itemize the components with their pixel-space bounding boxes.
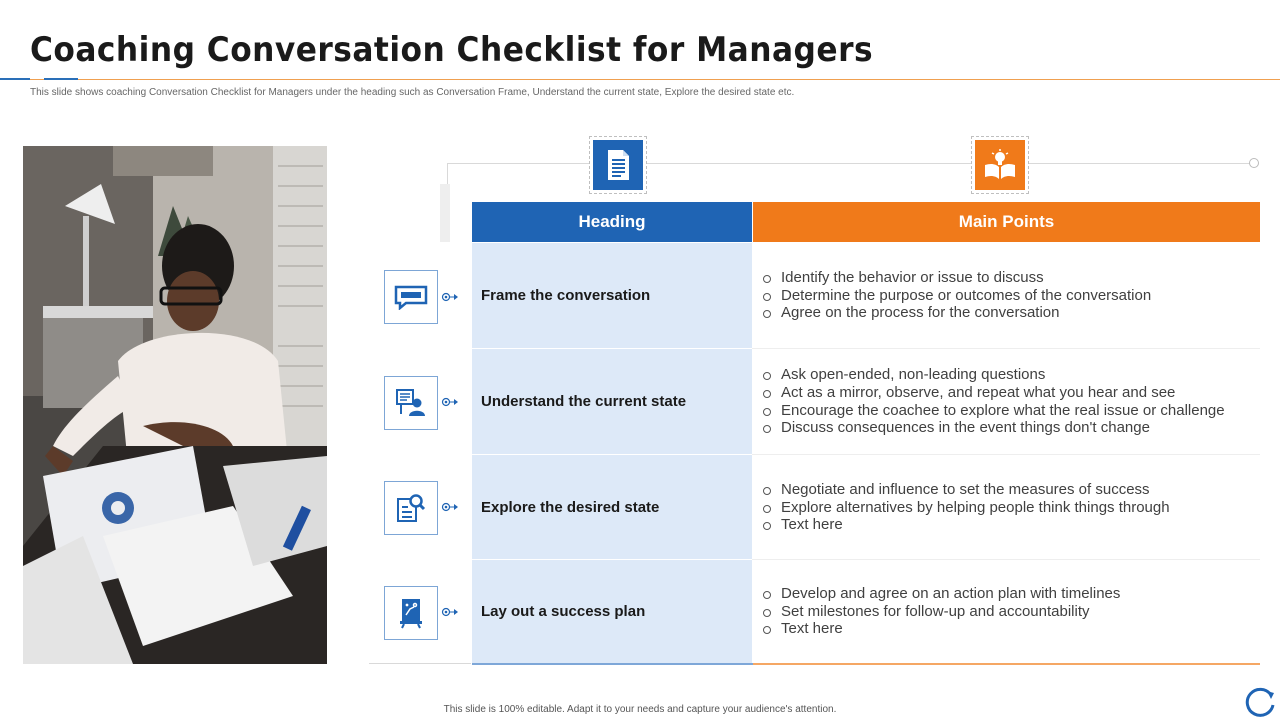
slide-footer: This slide is 100% editable. Adapt it to your needs and capture your audience's attention. <box>443 704 837 715</box>
slide-subtitle: This slide shows coaching Conversation Checklist for Managers under the heading such as Conversation Frame, Understand the current state, Explore the desired state etc. <box>30 87 795 98</box>
point-item: Identify the behavior or issue to discuss <box>762 269 1151 287</box>
frame-bottom-line <box>369 663 471 664</box>
point-item: Agree on the process for the conversation <box>762 304 1151 322</box>
table-bottom-border-orange <box>753 663 1260 665</box>
row-points <box>753 455 1260 560</box>
row-connector-icon <box>441 607 459 617</box>
title-divider <box>0 79 1280 80</box>
heading-column-icon <box>589 136 647 194</box>
frame-top-line <box>447 163 1253 164</box>
point-item: Develop and agree on an action plan with timelines <box>762 585 1120 603</box>
table-bottom-border-blue <box>472 663 753 665</box>
column-header-main-points: Main Points <box>753 202 1260 242</box>
row-points <box>753 349 1260 454</box>
document-icon <box>603 148 633 182</box>
woman-writing-photo <box>23 146 327 664</box>
table-row <box>472 560 1260 663</box>
row-connector-icon <box>441 502 459 512</box>
title-accent-left <box>0 78 30 80</box>
frame-end-dot <box>1249 158 1259 168</box>
book-idea-icon <box>983 149 1017 181</box>
row-icon-frame <box>384 376 438 430</box>
point-item: Negotiate and influence to set the measures of success <box>762 481 1170 499</box>
table-row <box>472 243 1260 348</box>
presenter-icon <box>395 388 427 418</box>
point-item: Encourage the coachee to explore what the real issue or challenge <box>762 402 1225 420</box>
point-item: Act as a mirror, observe, and repeat what you hear and see <box>762 384 1225 402</box>
row-icon-frame <box>384 481 438 535</box>
row-connector-icon <box>441 292 459 302</box>
row-connector-icon <box>441 397 459 407</box>
row-points <box>753 560 1260 663</box>
table-row <box>472 455 1260 560</box>
point-item: Set milestones for follow-up and accountability <box>762 603 1120 621</box>
row-icon-frame <box>384 586 438 640</box>
point-item: Text here <box>762 516 1170 534</box>
row-heading: Frame the conversation <box>472 243 752 348</box>
point-item: Ask open-ended, non-leading questions <box>762 366 1225 384</box>
title-accent-right <box>44 78 78 80</box>
strategy-board-icon <box>398 597 424 629</box>
checklist-search-icon <box>396 493 426 523</box>
row-icon-frame <box>384 270 438 324</box>
main-points-column-icon <box>971 136 1029 194</box>
point-item: Text here <box>762 620 1120 638</box>
slide-title: Coaching Conversation Checklist for Managers <box>30 30 874 70</box>
chat-icon <box>394 284 428 310</box>
refresh-icon[interactable] <box>1243 685 1277 719</box>
point-item: Discuss consequences in the event things don't change <box>762 419 1225 437</box>
row-heading: Understand the current state <box>472 349 752 454</box>
table-row <box>472 349 1260 454</box>
row-points <box>753 243 1260 348</box>
row-heading: Lay out a success plan <box>472 560 752 663</box>
point-item: Explore alternatives by helping people think things through <box>762 499 1170 517</box>
column-header-heading: Heading <box>472 202 752 242</box>
frame-left-line <box>447 163 448 185</box>
frame-grey-bar <box>440 184 450 242</box>
point-item: Determine the purpose or outcomes of the conversation <box>762 287 1151 305</box>
row-heading: Explore the desired state <box>472 455 752 560</box>
